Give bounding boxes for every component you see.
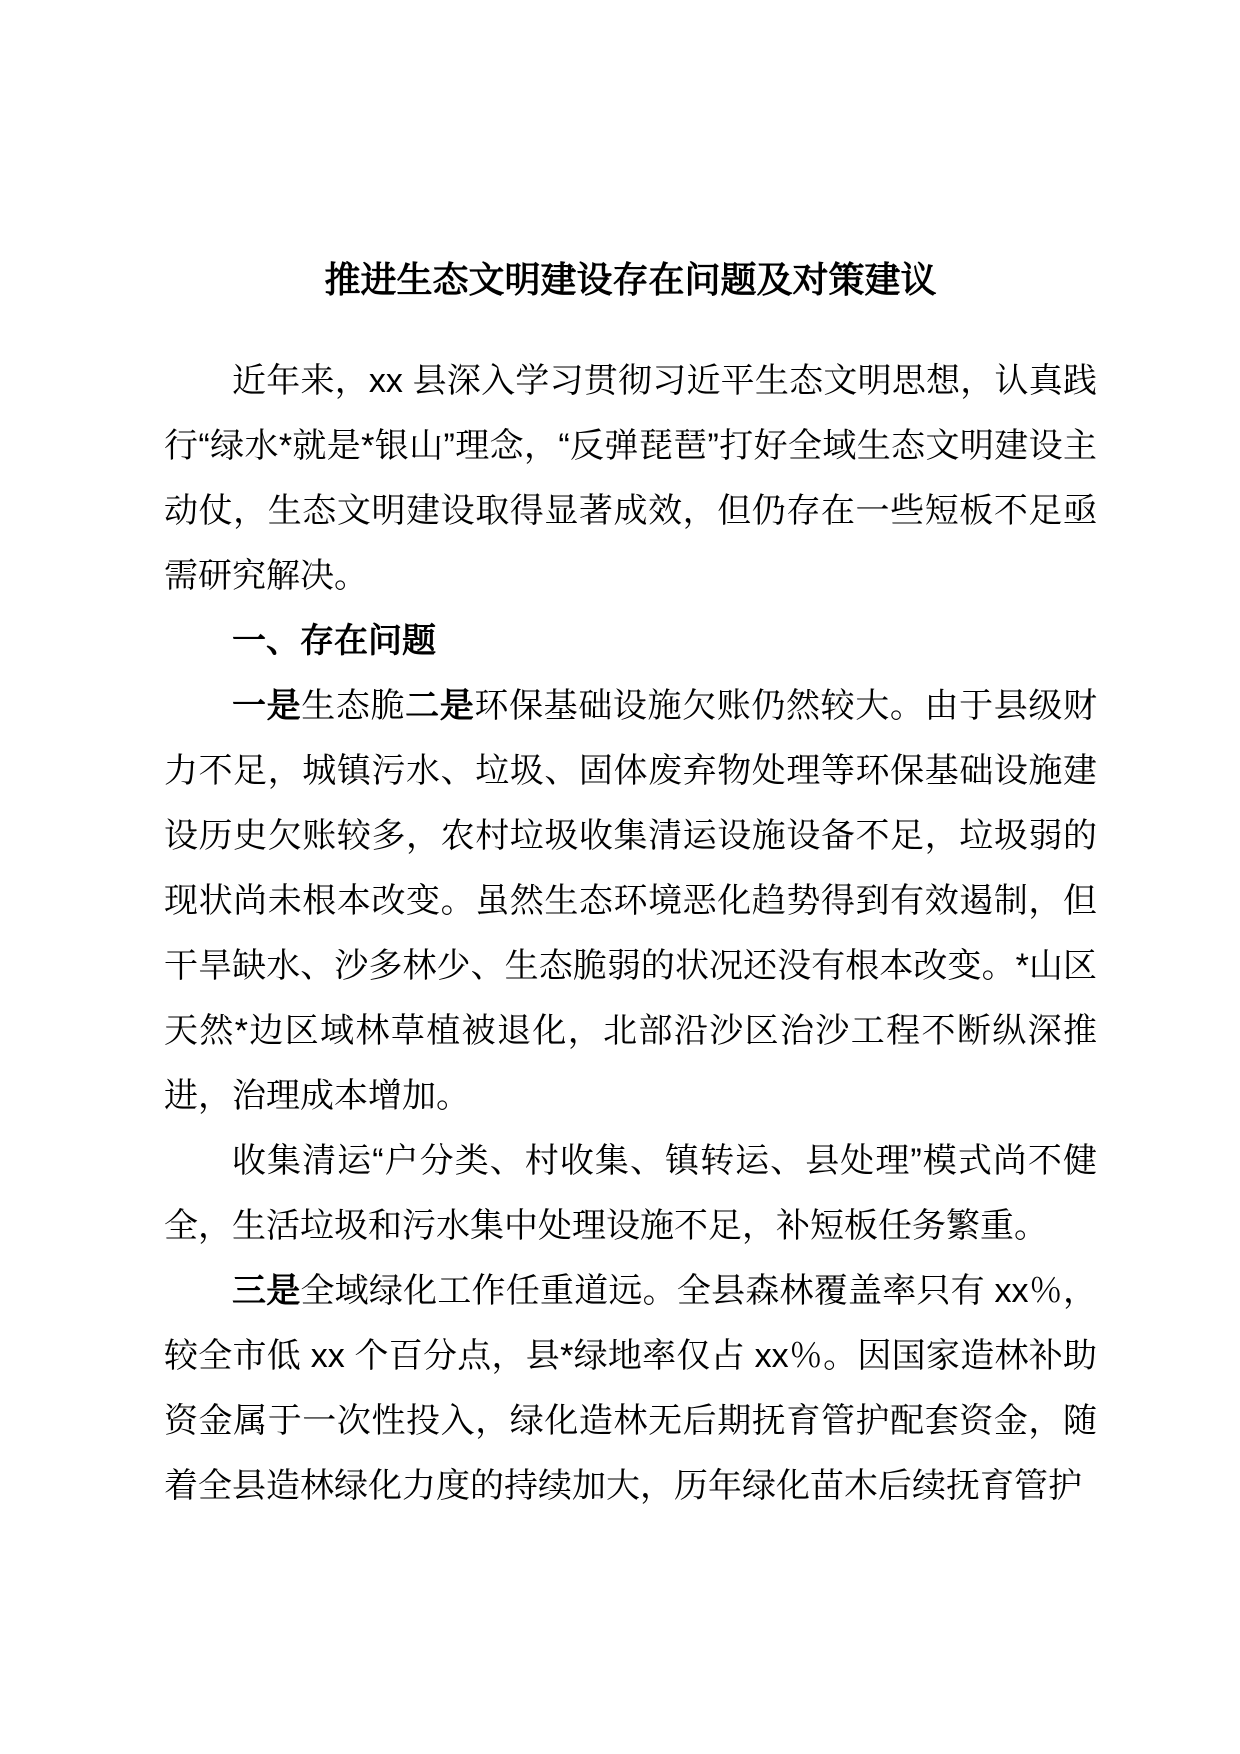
- section-heading: [164, 609, 1097, 674]
- text-run: 三是: [232, 1272, 301, 1310]
- paragraph: [164, 1129, 1097, 1259]
- document-body: [164, 349, 1097, 1519]
- document-title: 推进生态文明建设存在问题及对策建议: [324, 259, 937, 300]
- text-run: 环保基础设施欠账仍然较大。由于县级财力不足，城镇污水、垃圾、固体废弃物处理等环保基础设施建设历史欠账较多，农村垃圾收集清运设施设备不足，垃圾弱的现状尚未根本改变。虽然生态环境恶化趋势得到有效遏制，但干旱缺水、沙多林少、生态脆弱的状况还没有根本改变。*山区天然*边区域林草植被退化，北部沿沙区治沙工程不断纵深推进，治理成本增加。: [164, 687, 1097, 1115]
- text-run: 一、存在问题: [232, 622, 436, 660]
- text-run: 生态脆: [301, 687, 406, 725]
- text-run: 一是: [232, 687, 302, 725]
- text-run: 全域绿化工作任重道远。全县森林覆盖率只有 xx％，较全市低 xx 个百分点，县*绿地率仅占 xx％。因国家造林补助资金属于一次性投入，绿化造林无后期抚育管护配套资金，随着全县造林绿化力度的持续加大，历年绿化苗木后续抚育管护: [164, 1272, 1098, 1505]
- text-run: 近年来，xx 县深入学习贯彻习近平生态文明思想，认真践行“绿水*就是*银山”理念，“反弹琵琶”打好全域生态文明建设主动仗，生态文明建设取得显著成效，但仍存在一些短板不足亟需研究解决。: [164, 362, 1097, 595]
- text-run: 二是: [405, 687, 475, 725]
- paragraph: [164, 349, 1097, 609]
- paragraph: [164, 1259, 1097, 1519]
- text-run: 收集清运“户分类、村收集、镇转运、县处理”模式尚不健全，生活垃圾和污水集中处理设施不足，补短板任务繁重。: [164, 1142, 1097, 1245]
- paragraph: [164, 674, 1097, 1129]
